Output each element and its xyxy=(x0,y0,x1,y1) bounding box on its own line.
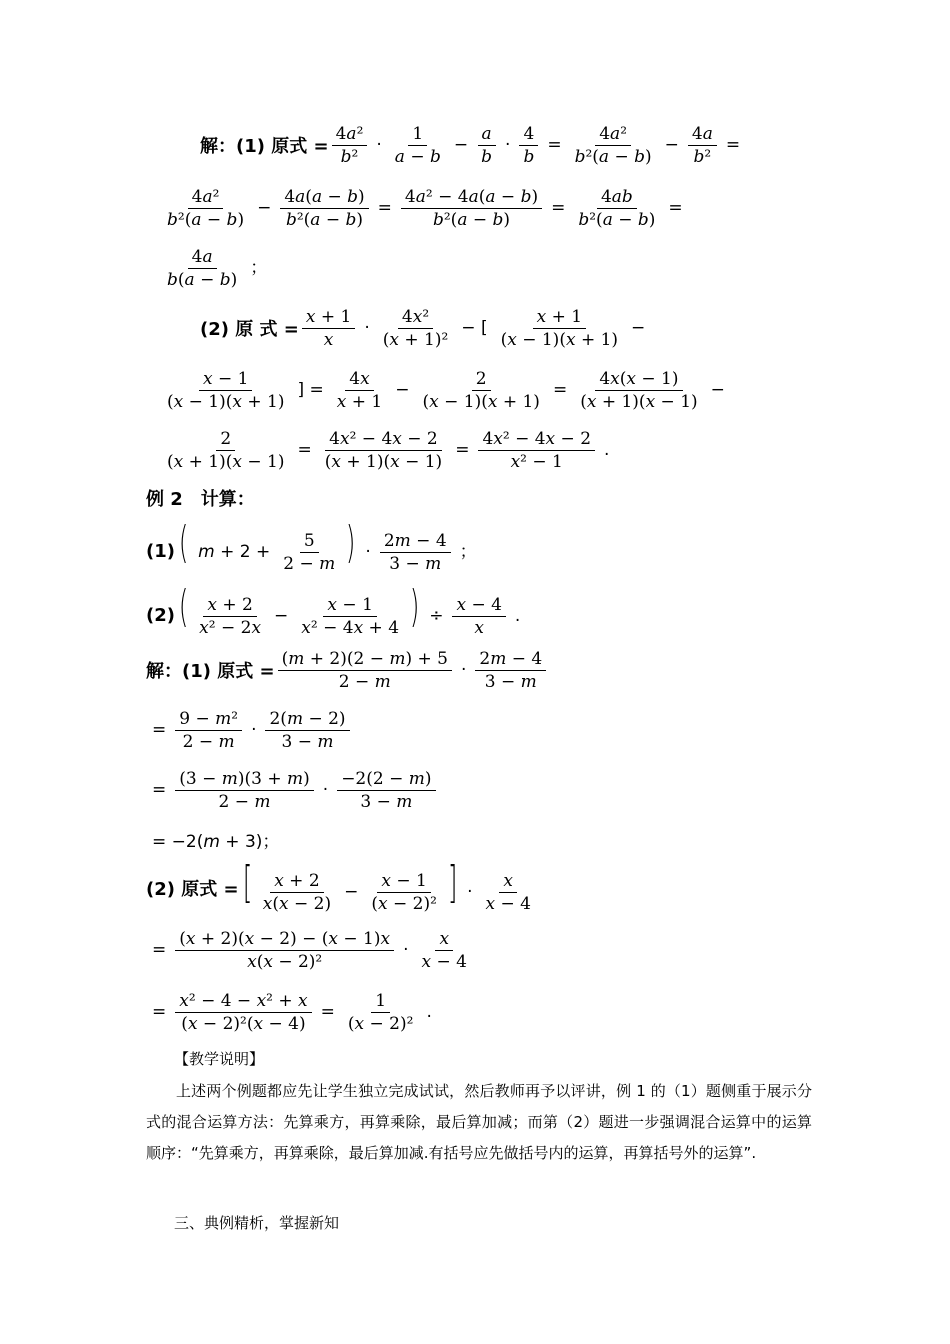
fraction-denominator: b²(a − b) xyxy=(578,209,656,230)
fraction xyxy=(163,368,288,413)
ex2-s2-label: (2) 原式 = xyxy=(146,879,239,900)
fraction-denominator: 3 − m xyxy=(281,731,334,752)
fraction-denominator: b(a − b) xyxy=(167,269,238,290)
ex2-s1-line1-expr xyxy=(275,648,550,693)
ex1-p2-line3-expr xyxy=(160,428,615,473)
fraction xyxy=(195,594,265,639)
fraction xyxy=(321,428,446,473)
fraction-numerator: x − 1 xyxy=(377,870,430,893)
fraction-numerator: 4a xyxy=(188,246,217,269)
fraction-numerator: (3 − m)(3 + m) xyxy=(175,768,314,791)
ex2-q2 xyxy=(146,582,526,642)
fraction-numerator: (x + 2)(x − 2) − (x − 1)x xyxy=(175,928,394,951)
fraction-denominator: x(x − 2)² xyxy=(247,951,323,972)
fraction xyxy=(401,186,542,231)
expr-token: = xyxy=(320,1001,335,1022)
expr-token: = xyxy=(551,197,566,218)
teaching-note-title: 【教学说明】 xyxy=(174,1050,265,1068)
expr-token: − xyxy=(274,606,289,626)
fraction xyxy=(344,990,418,1035)
ex2-q2-expr xyxy=(146,581,526,639)
fraction-numerator: 4x² − 4x − 2 xyxy=(325,428,442,451)
fraction-numerator: 4 xyxy=(519,123,538,146)
fraction-denominator: 3 − m xyxy=(360,791,413,812)
fraction-denominator: (x − 2)²(x − 4) xyxy=(181,1013,306,1034)
expr-token: · xyxy=(460,659,467,680)
expr-token: (1) xyxy=(146,541,175,562)
expr-token: − [ xyxy=(461,317,488,338)
bracket: ) xyxy=(409,581,420,632)
fraction-denominator: x − 4 xyxy=(485,894,531,914)
ex2-s2-line3 xyxy=(146,982,438,1042)
ex2-s1-line2 xyxy=(146,700,353,760)
fraction-denominator: 3 − m xyxy=(389,554,442,574)
expr-token: = −2(m + 3)； xyxy=(152,831,280,852)
fraction-numerator: 2(m − 2) xyxy=(265,708,349,731)
fraction-denominator: 2 − m xyxy=(338,671,391,692)
fraction-numerator: 1 xyxy=(408,123,427,146)
expr-token: ] = xyxy=(297,379,324,400)
fraction-denominator: x² − 2x xyxy=(199,618,262,638)
fraction-denominator: (x − 2)² xyxy=(371,894,437,914)
fraction-denominator: (x − 1)(x + 1) xyxy=(500,329,619,350)
expr-token: (2) xyxy=(146,605,175,626)
fraction xyxy=(688,123,717,168)
expr-token: = xyxy=(552,379,568,400)
fraction xyxy=(497,306,622,351)
fraction-numerator: 2m − 4 xyxy=(380,530,451,553)
bracket: ( xyxy=(178,581,189,632)
expr-token: · xyxy=(403,939,409,960)
fraction-denominator: b xyxy=(481,146,493,167)
fraction xyxy=(519,123,538,168)
fraction-numerator: x − 4 xyxy=(452,594,505,617)
expr-token: · xyxy=(365,542,371,562)
fraction-numerator: 4a(a − b) xyxy=(280,186,368,209)
expr-token: ； xyxy=(459,542,477,562)
fraction xyxy=(333,368,386,413)
fraction xyxy=(452,594,505,639)
expr-token: m + 2 + xyxy=(198,542,271,562)
fraction-numerator: x + 1 xyxy=(302,306,355,329)
fraction xyxy=(265,708,349,753)
bracket: ] xyxy=(447,857,458,908)
fraction-numerator: 4a² xyxy=(332,123,368,146)
fraction xyxy=(576,368,701,413)
fraction-denominator: 2 − m xyxy=(182,731,235,752)
expr-token: . xyxy=(604,439,610,460)
fraction-denominator: (x + 1)(x − 1) xyxy=(324,451,443,472)
fraction-denominator: a − b xyxy=(394,146,441,167)
fraction-denominator: x − 4 xyxy=(421,951,467,972)
expr-token: · xyxy=(322,779,329,800)
fraction-denominator: x² − 4x + 4 xyxy=(301,618,400,638)
ex1-p2-label: (2) 原 式 = xyxy=(200,319,299,340)
fraction xyxy=(418,368,543,413)
expr-token: · xyxy=(376,134,382,155)
fraction xyxy=(163,246,241,291)
fraction xyxy=(367,870,441,915)
fraction-numerator: (m + 2)(2 − m) + 5 xyxy=(278,648,452,671)
fraction-numerator: 9 − m² xyxy=(175,708,242,731)
fraction xyxy=(332,123,368,168)
ex2-s1-line3-expr xyxy=(146,768,439,813)
fraction-denominator: (x − 1)(x + 1) xyxy=(167,391,285,412)
fraction-denominator: b xyxy=(523,146,535,167)
fraction-denominator: (x − 2)² xyxy=(347,1013,414,1034)
expr-token: = xyxy=(725,134,741,155)
fraction xyxy=(302,306,355,351)
fraction-denominator: b² xyxy=(340,146,359,167)
expr-token: = xyxy=(377,197,392,218)
fraction xyxy=(337,768,435,813)
fraction-numerator: a xyxy=(478,123,496,146)
bracket: [ xyxy=(242,857,252,908)
fraction-denominator: b² xyxy=(693,146,712,167)
fraction xyxy=(481,870,534,915)
fraction-denominator: b²(a − b) xyxy=(432,209,511,230)
ex2-q1 xyxy=(146,518,483,578)
ex1-p2-line2-expr xyxy=(160,368,731,413)
fraction-numerator: x² − 4 − x² + x xyxy=(175,990,311,1013)
ex1-p1-line3-expr xyxy=(160,246,273,291)
expr-token: − xyxy=(631,317,646,338)
expr-token: = xyxy=(547,134,562,155)
bracket: ) xyxy=(346,517,356,568)
ex2-s2-line1-expr xyxy=(239,857,538,915)
ex1-p2-line1 xyxy=(200,298,651,358)
fraction-numerator: 2 xyxy=(216,428,235,451)
fraction xyxy=(278,648,452,693)
fraction-numerator: x + 2 xyxy=(270,870,323,893)
expr-token: − xyxy=(453,134,469,155)
fraction-denominator: b²(a − b) xyxy=(285,209,364,230)
expr-token: = xyxy=(455,439,470,460)
fraction-denominator: 3 − m xyxy=(484,671,537,692)
expr-token: . xyxy=(514,606,521,626)
ex2-s2-line1 xyxy=(146,858,538,918)
ex2-heading: 例 2 计算： xyxy=(146,489,255,510)
fraction-numerator: 1 xyxy=(371,990,390,1013)
ex2-s1-line3 xyxy=(146,760,439,820)
expr-token: − xyxy=(344,882,359,902)
fraction xyxy=(571,123,656,168)
ex2-s2-line2 xyxy=(146,920,474,980)
expr-token: · xyxy=(251,719,257,740)
fraction-denominator: (x − 1)(x + 1) xyxy=(422,391,540,412)
fraction-denominator: x² − 1 xyxy=(510,451,563,472)
ex2-s1-line1 xyxy=(146,640,549,700)
ex1-p1-line3 xyxy=(160,238,273,298)
fraction xyxy=(391,123,445,168)
expr-token: = xyxy=(668,197,683,218)
fraction-numerator: x + 1 xyxy=(533,306,586,329)
fraction-numerator: x xyxy=(435,928,453,951)
expr-token: − xyxy=(664,134,679,155)
fraction-numerator: x − 1 xyxy=(323,594,376,617)
fraction-numerator: 4a² xyxy=(595,123,631,146)
fraction-numerator: 4a xyxy=(688,123,717,146)
ex2-q1-expr xyxy=(146,517,483,575)
ex2-s2-line3-expr xyxy=(146,990,438,1035)
expr-token: = xyxy=(152,719,167,740)
expr-token: − xyxy=(710,379,725,400)
expr-token: ； xyxy=(250,257,268,278)
expr-token: = xyxy=(152,779,167,800)
expr-token: ÷ xyxy=(429,606,444,626)
fraction-numerator: 4ab xyxy=(597,186,637,209)
fraction-denominator: x + 1 xyxy=(336,391,383,412)
ex2-s2-line2-expr xyxy=(146,928,474,973)
expr-token: · xyxy=(467,882,473,902)
fraction-numerator: 5 xyxy=(300,530,319,553)
expr-token: − xyxy=(257,197,272,218)
fraction xyxy=(175,708,242,753)
fraction-numerator: 4x² − 4x − 2 xyxy=(478,428,595,451)
fraction xyxy=(478,428,595,473)
fraction-numerator: 4a² xyxy=(188,186,224,209)
fraction-numerator: x − 1 xyxy=(199,368,252,391)
fraction-denominator: 2 − m xyxy=(283,554,336,574)
ex1-p1-line2-expr xyxy=(160,186,689,231)
expr-token: = xyxy=(297,439,312,460)
expr-token: − xyxy=(395,379,410,400)
fraction-numerator: x xyxy=(499,870,517,893)
fraction-denominator: x(x − 2) xyxy=(262,894,332,914)
expr-token: · xyxy=(364,317,370,338)
ex1-p1-line1 xyxy=(200,115,746,175)
bracket: ( xyxy=(178,517,189,568)
fraction-numerator: x + 2 xyxy=(203,594,256,617)
fraction-numerator: 4a² − 4a(a − b) xyxy=(401,186,542,209)
fraction xyxy=(175,768,314,813)
fraction-numerator: 4x xyxy=(345,368,373,391)
fraction xyxy=(418,928,471,973)
fraction-numerator: 2m − 4 xyxy=(475,648,546,671)
ex1-p1-label: 解：(1) 原式 = xyxy=(200,136,329,157)
ex2-s1-line2-expr xyxy=(146,708,353,753)
fraction-denominator: x xyxy=(323,329,334,350)
fraction xyxy=(475,648,546,693)
fraction xyxy=(175,928,394,973)
fraction-numerator: 4x(x − 1) xyxy=(595,368,682,391)
fraction xyxy=(163,428,288,473)
fraction-numerator: 2 xyxy=(472,368,491,391)
teaching-note-body: 上述两个例题都应先让学生独立完成试试，然后教师再予以评讲，例 1 的（1）题侧重于展示分式的混合运算方法：先算乘方，再算乘除，最后算加减；而第（2）题进一步强调混合运算中的运算顺序：“先算乘方，再算乘除，最后算加减.有括号应先做括号内的运算，再算括号外的运算”. xyxy=(146,1082,812,1162)
fraction xyxy=(380,530,451,575)
ex2-s1-line4-expr xyxy=(146,827,285,852)
fraction-denominator: (x + 1)(x − 1) xyxy=(580,391,698,412)
fraction xyxy=(477,123,496,168)
fraction xyxy=(574,186,659,231)
fraction-denominator: b²(a − b) xyxy=(574,146,652,167)
fraction-denominator: (x + 1)(x − 1) xyxy=(167,451,285,472)
ex2-s1-label: 解：(1) 原式 = xyxy=(146,661,275,682)
expr-token: . xyxy=(426,1001,432,1022)
fraction xyxy=(259,870,335,915)
fraction-denominator: 2 − m xyxy=(218,791,271,812)
ex1-p2-line2 xyxy=(160,360,731,420)
fraction-denominator: (x + 1)² xyxy=(382,329,449,350)
section-3-heading: 三、典例精析，掌握新知 xyxy=(174,1214,340,1232)
ex1-p2-line1-expr xyxy=(299,306,651,351)
fraction xyxy=(297,594,403,639)
fraction-denominator: b²(a − b) xyxy=(167,209,245,230)
fraction xyxy=(279,530,339,575)
expr-token: = xyxy=(152,1001,167,1022)
fraction-denominator: x xyxy=(474,618,484,638)
fraction-numerator: 4x² xyxy=(398,306,433,329)
expr-token: = xyxy=(152,939,167,960)
fraction xyxy=(280,186,368,231)
expr-token: · xyxy=(505,134,511,155)
fraction xyxy=(379,306,453,351)
fraction xyxy=(175,990,311,1035)
ex1-p1-line1-expr xyxy=(329,123,747,168)
fraction-numerator: −2(2 − m) xyxy=(337,768,435,791)
fraction xyxy=(163,186,248,231)
ex1-p1-line2 xyxy=(160,178,689,238)
